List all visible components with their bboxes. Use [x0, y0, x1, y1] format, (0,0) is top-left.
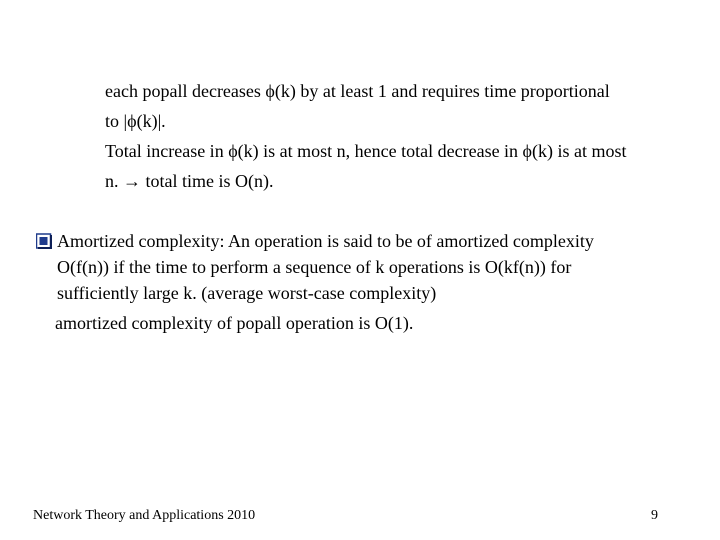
text-line-2: to |ϕ(k)|. [105, 111, 166, 131]
bullet-line-3: sufficiently large k. (average worst-case complexity) [57, 283, 437, 303]
footer-title: Network Theory and Applications 2010 [33, 508, 256, 523]
bullet-line-2: O(f(n)) if the time to perform a sequence of k operations is O(kf(n)) for [57, 257, 572, 277]
text-line-4: n. → total time is O(n). [105, 171, 274, 191]
text-line-1: each popall decreases ϕ(k) by at least 1 and requires time proportional [105, 81, 610, 101]
bullet-line-1: Amortized complexity: An operation is said to be of amortized complexity [57, 231, 594, 251]
amortized-note: amortized complexity of popall operation is O(1). [55, 313, 414, 333]
page-number: 9 [651, 508, 658, 523]
text-line-3: Total increase in ϕ(k) is at most n, hence total decrease in ϕ(k) is at most [105, 141, 627, 161]
checkbox-bullet-icon [36, 233, 52, 249]
